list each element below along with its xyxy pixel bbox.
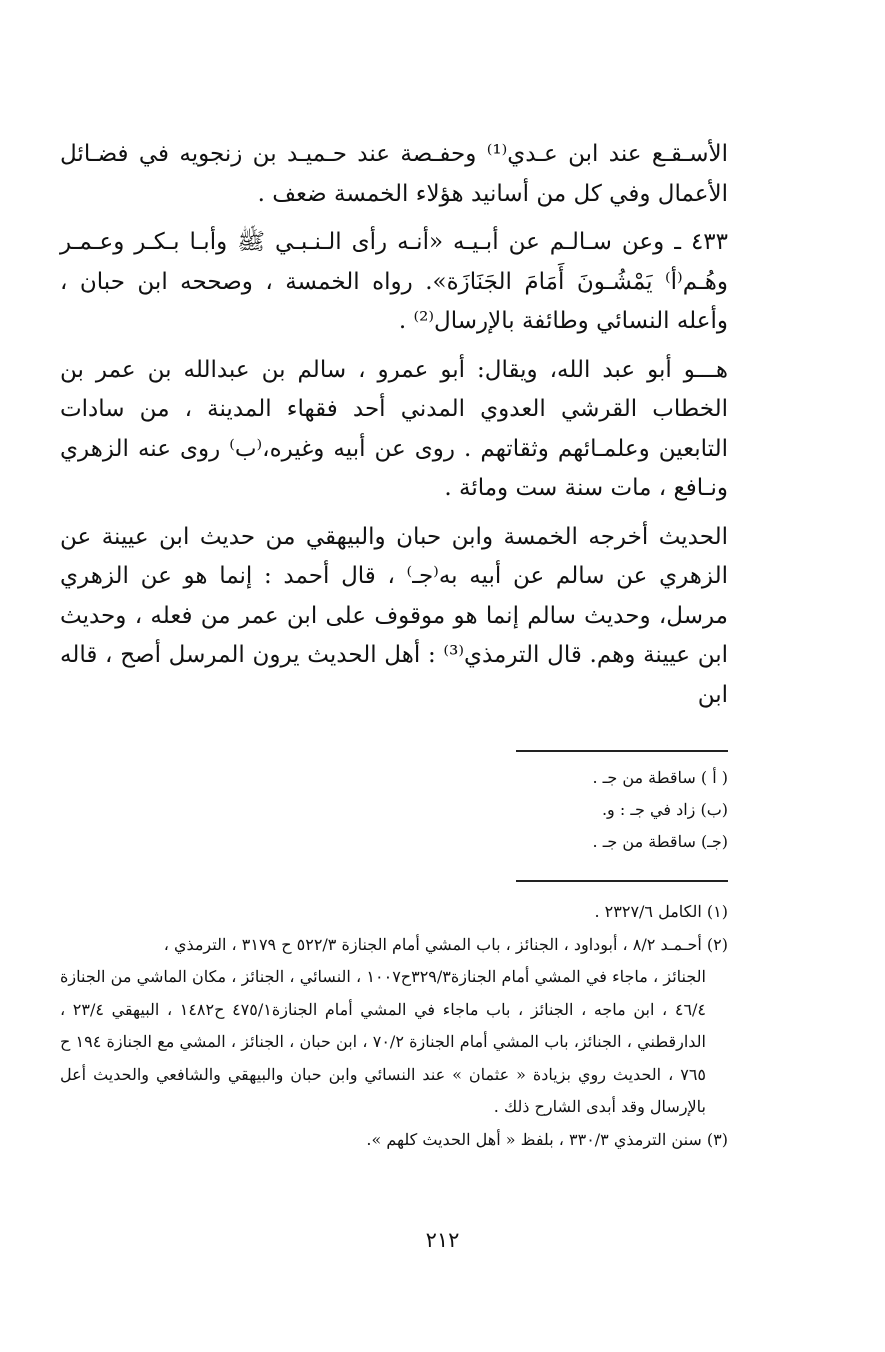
variant-note: ( أ ) ساقطة من جـ . [592, 768, 728, 787]
footnote-2: (٢) أحـمـد ٨/٢ ، أبوداود ، الجنائز ، باب المشي أمام الجنازة ٥٢٢/٣ ح ٣١٧٩ ، الترمذي ، [163, 934, 728, 954]
variant-note: (جـ) ساقطة من جـ . [592, 832, 728, 851]
page-number: ٢١٢ [425, 1228, 460, 1252]
footnote-3: (٣) سنن الترمذي ٣٣٠/٣ ، بلفظ « أهل الحديث كلهم ». [366, 1129, 728, 1149]
narrator-biography: هـــو أبو عبد الله، ويقال: أبو عمرو ، سالم بن عبدالله بن عمر بن الخطاب القرشي العدوي المدني أحد فقهاء المدينة ، من سادات التابعين وعلمـائهم وثقاتهم . روى عن أبيه وغيره،⁽ب⁾ روى عنه الزهري ونـافع ، مات سنة ست ومائة . [60, 356, 728, 501]
hadith-433: ٤٣٣ ـ وعن سـالـم عن أبـيـه «أنـه رأى الـنـبـي ﷺ وأبـا بـكـر وعـمـر وهُـم⁽أ⁾ يَمْشُـونَ أَمَامَ الجَنَازَة». رواه الخمسة ، وصححه ابن حبان ، وأعله النسائي وطائفة بالإرسال⁽²⁾ . [60, 229, 728, 334]
paragraph-continuation: الأسـقـع عند ابن عـدي⁽¹⁾ وحفـصة عند حـميـد بن زنجويه في فضـائل الأعمال وفي كل من أسانيد هؤلاء الخمسة ضعف . [60, 141, 728, 207]
hadith-commentary: الحديث أخرجه الخمسة وابن حبان والبيهقي من حديث ابن عيينة عن الزهري عن سالم عن أبيه به⁽جـ⁾ ، قال أحمد : إنما هو عن الزهري مرسل، وحديث سالم إنما هو موقوف على ابن عمر من فعله ، وحديث ابن عيينة وهم. قال الترمذي⁽³⁾ : أهل الحديث يرون المرسل أصح ، قاله ابن [60, 523, 728, 708]
footnote-2-continuation: الجنائز ، ماجاء في المشي أمام الجنازة٣٢٩/٣ح١٠٠٧ ، النسائي ، الجنائز ، مكان الماشي من الجنازة ٤٦/٤ ، ابن ماجه ، الجنائز ، باب ماجاء في المشي أمام الجنازة٤٧٥/١ ح١٤٨٢ ، البيهقي ٢٣/٤ ، الدارقطني ، الجنائز، باب المشي أمام الجنازة ٧٠/٢ ، ابن حبان ، الجنائز ، المشي مع الجنازة ١٩٤ ح ٧٦٥ ، الحديث روي بزيادة « عثمان » عند النسائي وابن حبان والبيهقي والشافعي والحديث أعل بالإرسال وقد أبدى الشارح ذلك . [60, 967, 707, 1116]
variant-note: (ب) زاد في جـ : و. [601, 800, 728, 819]
variant-notes [60, 762, 728, 858]
variant-notes-divider [516, 750, 728, 752]
main-text [60, 135, 728, 724]
footnote-1: (١) الكامل ٢٣٢٧/٦ . [594, 902, 728, 921]
footnotes [60, 896, 728, 1156]
footnotes-divider [516, 880, 728, 882]
